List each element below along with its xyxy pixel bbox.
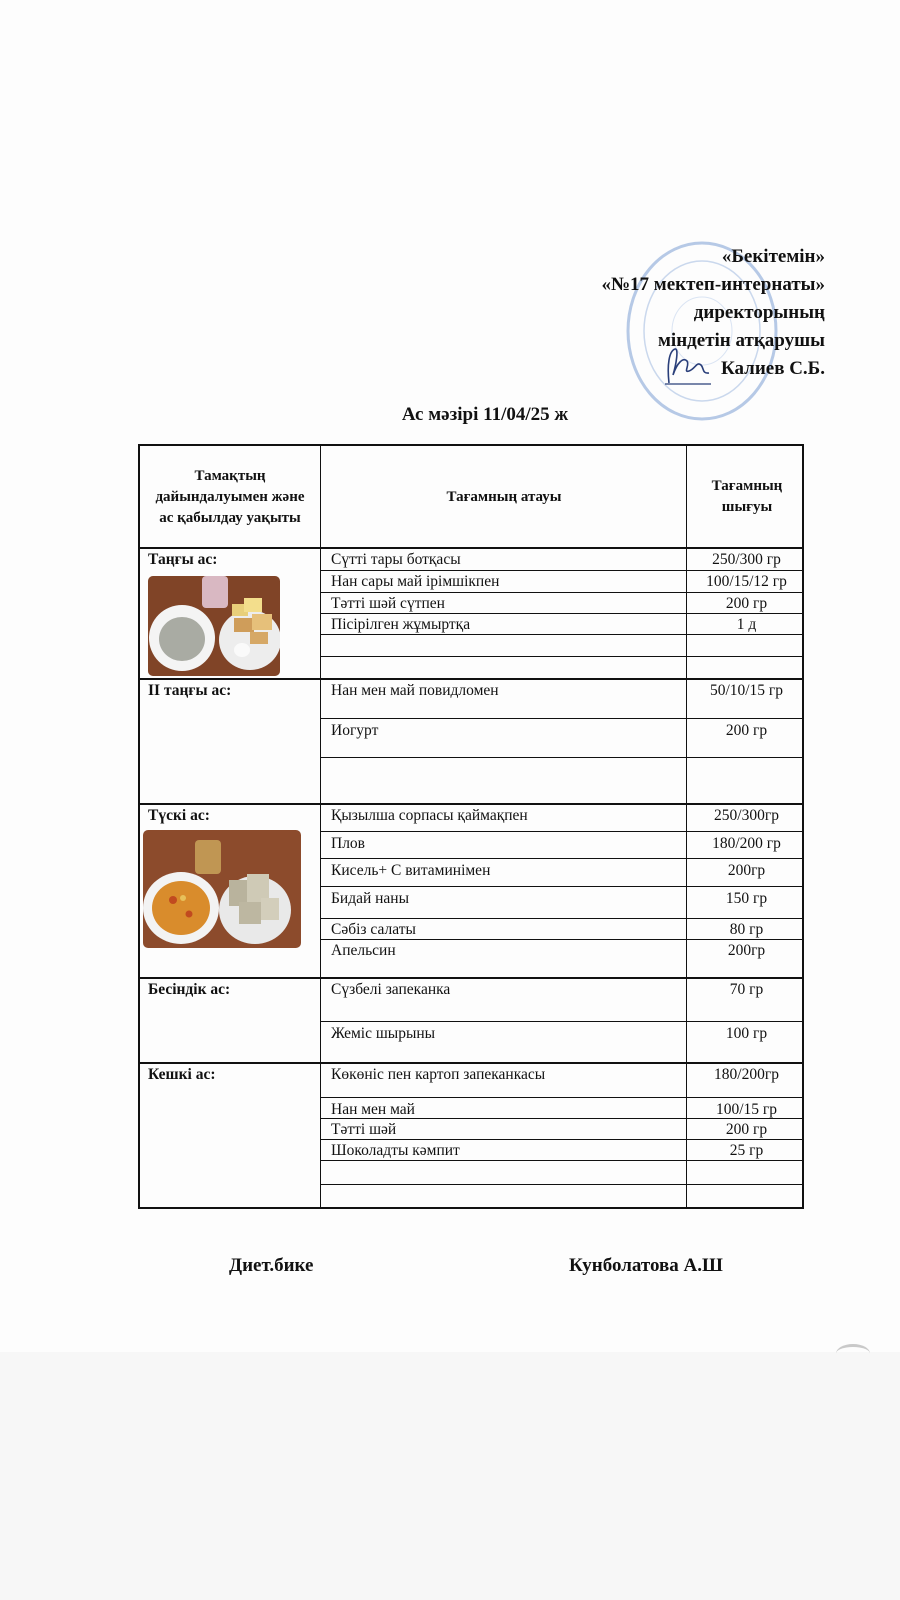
approval-line-2: «№17 мектеп-интернаты» [601, 274, 825, 295]
meal-afternoon-snack: Бесіндік ас: [148, 981, 231, 998]
lunch-photo [143, 830, 301, 948]
menu-table [138, 444, 804, 1209]
table-row-dish: Плов [331, 835, 365, 852]
table-row-dish: Көкөніс пен картоп запеканкасы [331, 1066, 546, 1083]
table-divider [321, 1160, 802, 1161]
header-meal-time: Тамақтың дайындалуымен және ас қабылдау уақыты [155, 467, 305, 526]
table-row-dish: Сүтті тары ботқасы [331, 551, 461, 568]
table-row-amount: 80 гр [729, 921, 764, 938]
table-row-dish: Кисель+ С витаминімен [331, 862, 491, 879]
meal-second-breakfast: II таңғы ас: [148, 682, 232, 699]
approval-line-1: «Бекітемін» [721, 246, 825, 267]
table-row-dish: Жеміс шырыны [331, 1025, 436, 1042]
table-row-amount: 25 гр [729, 1142, 764, 1159]
bottom-blank-area [0, 1352, 900, 1600]
table-row-amount: 180/200 гр [712, 835, 781, 852]
table-row-dish: Қызылша сорпасы қаймақпен [331, 807, 528, 824]
table-divider [140, 803, 802, 805]
table-row-amount: 200гр [727, 942, 766, 959]
table-row-dish: Тәтті шәй сүтпен [331, 595, 445, 612]
dietitian-role: Диет.бике [229, 1255, 314, 1276]
table-divider [321, 718, 802, 719]
header-portion: Тағамның шығуы [711, 478, 783, 515]
table-row-amount: 1 д [736, 616, 757, 633]
table-row-amount: 100/15 гр [715, 1101, 778, 1118]
table-divider [321, 886, 802, 887]
table-divider [321, 939, 802, 940]
table-row-dish: Сүзбелі запеканка [331, 981, 451, 998]
table-row-amount: 200 гр [725, 595, 768, 612]
table-row-dish: Нан мен май повидломен [331, 682, 499, 699]
table-row-dish: Апельсин [331, 942, 396, 959]
table-row-amount: 100 гр [725, 1025, 768, 1042]
approval-line-3: директорының [693, 302, 825, 323]
table-divider [140, 977, 802, 979]
approval-line-4: міндетін атқарушы [657, 330, 825, 351]
table-divider [321, 634, 802, 635]
table-divider [321, 1139, 802, 1140]
table-divider [321, 570, 802, 571]
table-row-amount: 200 гр [725, 1121, 768, 1138]
table-divider [321, 918, 802, 919]
header-dish-name: Тағамның атауы [446, 488, 562, 505]
table-divider [321, 656, 802, 657]
table-row-dish: Нан мен май [331, 1101, 415, 1118]
meal-lunch: Түскі ас: [148, 807, 210, 824]
table-divider [321, 858, 802, 859]
meal-dinner: Кешкі ас: [148, 1066, 216, 1083]
table-row-amount: 250/300 гр [712, 551, 781, 568]
dietitian-name: Кунболатова А.Ш [569, 1255, 723, 1276]
table-divider [321, 1184, 802, 1185]
table-row-dish: Шоколадты кәмпит [331, 1142, 460, 1159]
table-row-dish: Бидай наны [331, 890, 410, 907]
table-row-amount: 250/300гр [714, 807, 779, 824]
table-divider [321, 1097, 802, 1098]
table-row-dish: Иогурт [331, 722, 379, 739]
table-divider [321, 592, 802, 593]
breakfast-photo [148, 576, 280, 676]
table-row-dish: Нан сары май ірімшікпен [331, 573, 500, 590]
table-divider [321, 1021, 802, 1022]
table-divider [321, 613, 802, 614]
approval-block [601, 243, 825, 383]
table-row-dish: Тәтті шәй [331, 1121, 397, 1138]
table-divider [140, 678, 802, 680]
table-divider [321, 831, 802, 832]
approval-director-name: Калиев С.Б. [720, 358, 825, 379]
table-row-amount: 200 гр [725, 722, 768, 739]
table-row-dish: Пісірілген жұмыртқа [331, 616, 471, 633]
scroll-indicator-icon [836, 1344, 870, 1363]
table-divider [321, 757, 802, 758]
table-row-amount: 200гр [727, 862, 766, 879]
table-divider [140, 1062, 802, 1064]
table-row-amount: 100/15/12 гр [706, 573, 787, 590]
table-row-amount: 50/10/15 гр [709, 682, 784, 699]
menu-title: Ас мәзірі 11/04/25 ж [401, 404, 569, 425]
table-row-amount: 180/200гр [714, 1066, 779, 1083]
table-row-dish: Сәбіз салаты [331, 921, 416, 938]
meal-breakfast: Таңғы ас: [148, 551, 218, 568]
table-divider [320, 446, 321, 1207]
table-row-amount: 70 гр [729, 981, 764, 998]
table-row-amount: 150 гр [725, 890, 768, 907]
